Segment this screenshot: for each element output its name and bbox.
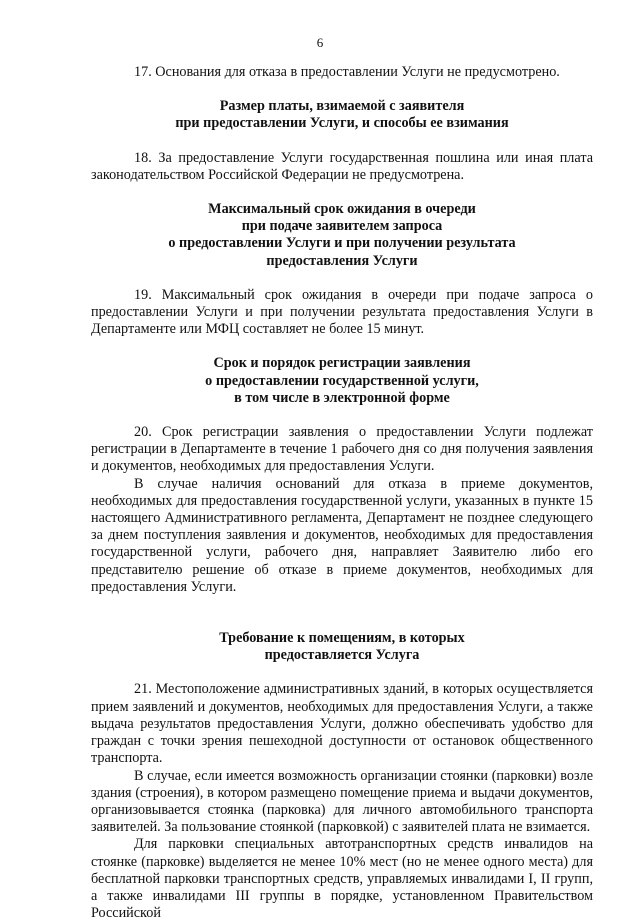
heading-line: Максимальный срок ожидания в очереди [208, 201, 476, 218]
section-heading-premises [91, 630, 593, 664]
section-heading-registration [91, 355, 593, 407]
section-heading-queue [91, 201, 593, 270]
heading-line: Срок и порядок регистрации заявления [213, 355, 471, 372]
heading-line: Требование к помещениям, в которых [219, 630, 465, 647]
paragraph-21-disabled-parking: Для парковки специальных автотранспортных средств инвалидов на стоянке (парковке) выделяется не менее 10% мест (но не менее одного места) для бесплатной парковки транспортных средств, управляемых инвалидами I, II групп, а также инвалидами III группы в порядке, установленном Правительством Российской [91, 836, 593, 922]
heading-line: Размер платы, взимаемой с заявителя [219, 98, 465, 115]
paragraph-20: 20. Срок регистрации заявления о предоставлении Услуги подлежат регистрации в Департаменте в течение 1 рабочего дня со дня получения заявления и документов, необходимых для предоставления Услуги. [91, 424, 593, 475]
page-number: 6 [316, 35, 324, 50]
section-heading-fee [91, 98, 593, 132]
paragraph-18: 18. За предоставление Услуги государственная пошлина или иная плата законодательством Российской Федерации не предусмотрена. [91, 149, 593, 183]
heading-line: при предоставлении Услуги, и способы ее взимания [175, 115, 509, 132]
document-body [91, 64, 593, 922]
paragraph-17: 17. Основания для отказа в предоставлении Услуги не предусмотрено. [134, 64, 560, 80]
paragraph-21: 21. Местоположение административных зданий, в которых осуществляется прием заявлений и документов, необходимых для предоставления Услуги, а также выдача результатов предоставления Услуги, должно обеспечивать удобство для граждан с точки зрения пешеходной доступности от остановок общественного транспорта. [91, 681, 593, 767]
paragraph-19: 19. Максимальный срок ожидания в очереди при подаче запроса о предоставлении Услуги и при получении результата предоставления Услуги в Департаменте или МФЦ составляет не более 15 минут. [91, 286, 593, 338]
heading-line: в том числе в электронной форме [234, 389, 450, 406]
paragraph-20-refusal: В случае наличия оснований для отказа в приеме документов, необходимых для предоставления государственной услуги, указанных в пункте 15 настоящего Административного регламента, Департамент не позднее следующего за днем поступления заявления и документов, необходимых для предоставления государственной услуги, рабочего дня, направляет Заявителю либо его представителю решение об отказе в приеме документов, необходимых для предоставления Услуги. [91, 475, 593, 595]
heading-line: о предоставлении Услуги и при получении результата [168, 235, 516, 252]
heading-line: о предоставлении государственной услуги, [205, 372, 479, 389]
heading-line: предоставления Услуги [266, 252, 418, 269]
heading-line: при подаче заявителем запроса [241, 218, 443, 235]
paragraph-21-parking: В случае, если имеется возможность организации стоянки (парковки) возле здания (строения), в котором размещено помещение приема и выдачи документов, организовывается стоянка (парковка) для личного автомобильного транспорта заявителей. За пользование стоянкой (парковкой) с заявителей плата не взимается. [91, 767, 593, 836]
heading-line: предоставляется Услуга [264, 647, 420, 664]
